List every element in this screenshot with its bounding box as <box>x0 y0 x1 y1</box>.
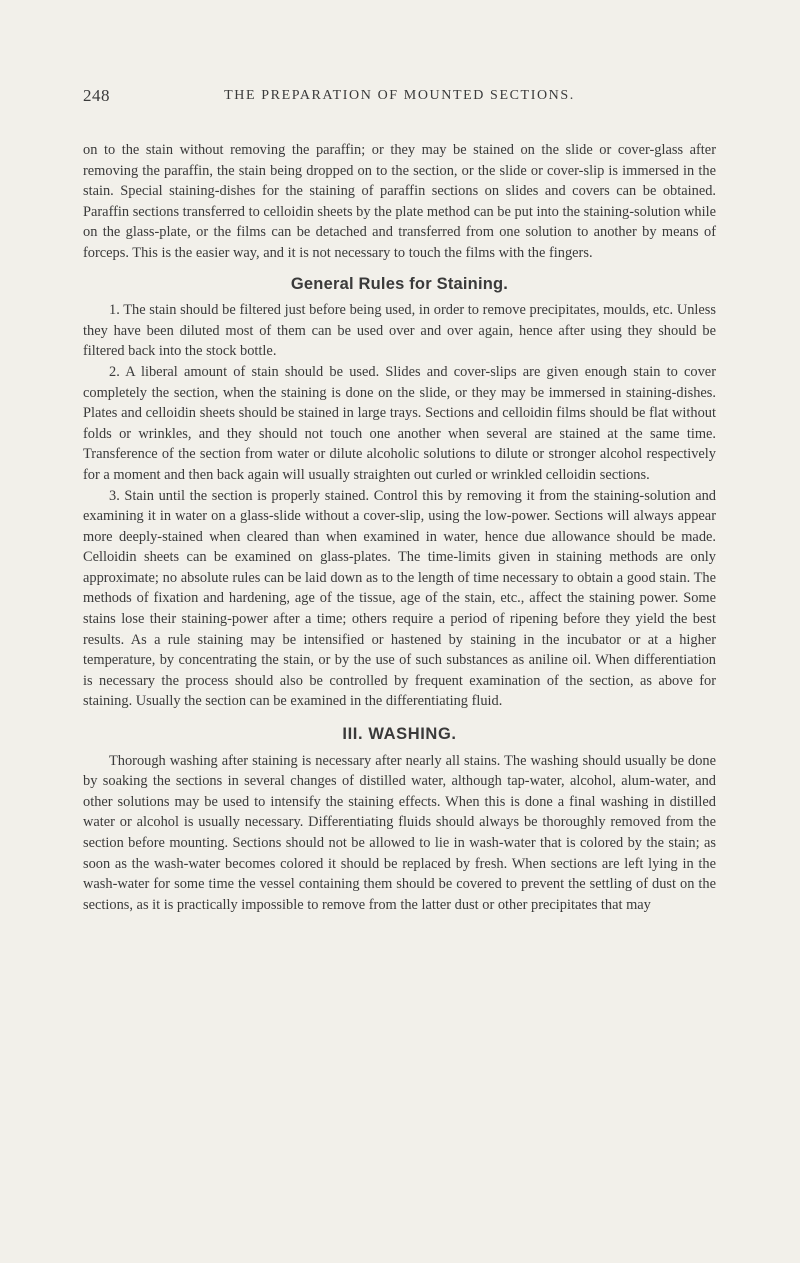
page-number: 248 <box>83 86 110 105</box>
general-rules-heading: General Rules for Staining. <box>290 274 509 293</box>
running-title: THE PREPARATION OF MOUNTED SECTIONS. <box>224 88 575 103</box>
running-head <box>83 86 716 110</box>
intro-paragraph: on to the stain without removing the paraffin; or they may be stained on the slide or cover-glass after removing the paraffin, the stain being dropped on to the section, or the slide or cover-slip is immersed in the stain. Special staining-dishes for the staining of paraffin sections on slides and covers can be obtained. Paraffin sections transferred to celloidin sheets by the plate method can be put into the staining-solution while on the glass-plate, or the films can be detached and transferred from one solution to another by means of forceps. This is the easier way, and it is not necessary to touch the films with the fingers. <box>83 142 716 261</box>
washing-paragraph: Thorough washing after staining is necessary after nearly all stains. The washing should usually be done by soaking the sections in several changes of distilled water, although tap-water, alcohol, alum-water, and other solutions may be used to intensify the staining effects. When this is done a final washing in distilled water or alcohol is usually necessary. Differentiating fluids should always be thoroughly removed from the section before mounting. Sections should not be allowed to lie in wash-water that is colored by the stain; as soon as the wash-water becomes colored it should be replaced by fresh. When sections are left lying in the wash-water for some time the vessel containing them should be covered to prevent the settling of dust on the sections, as it is practically impossible to remove from the latter dust or other precipitates that may <box>83 752 716 913</box>
rule-paragraph-2: 2. A liberal amount of stain should be used. Slides and cover-slips are given enough stain to cover completely the section, when the staining is done on the slide, or they may be immersed in staining-dishes. Plates and celloidin sheets should be stained in large trays. Sections and celloidin films should be flat without folds or wrinkles, and they should not touch one another when several are stained at the same time. Transference of the section from water or dilute alcoholic solutions to dilute or stronger alcohol respectively for a moment and then back again will usually straighten out curled or wrinkled celloidin sections. <box>83 363 716 483</box>
rule-paragraph-3: 3. Stain until the section is properly stained. Control this by removing it from the staining-solution and examining it in water on a glass-slide without a cover-slip, using the low-power. Sections will always appear more deeply-stained when cleared than when examined in water, hence due allowance should be made. Celloidin sheets can be examined on glass-plates. The time-limits given in staining methods are only approximate; no absolute rules can be laid down as to the length of time necessary to obtain a good stain. The methods of fixation and hardening, age of the tissue, age of the stain, etc., affect the staining power. Some stains lose their staining-power after a time; others require a period of ripening before they yield the best results. As a rule staining may be intensified or hastened by staining in the incubator or at a higher temperature, by concentrating the stain, or by the use of such substances as aniline oil. When differentiation is necessary the process should also be controlled by frequent examination of the section, as above for staining. Usually the section can be examined in the differentiating fluid. <box>83 487 716 710</box>
body-text <box>83 140 716 915</box>
rule-paragraph-1: 1. The stain should be filtered just before being used, in order to remove precipitates, moulds, etc. Unless they have been diluted most of them can be used over and over again, hence after using they should be filtered back into the stock bottle. <box>83 302 716 360</box>
washing-heading: III. WASHING. <box>342 725 457 744</box>
